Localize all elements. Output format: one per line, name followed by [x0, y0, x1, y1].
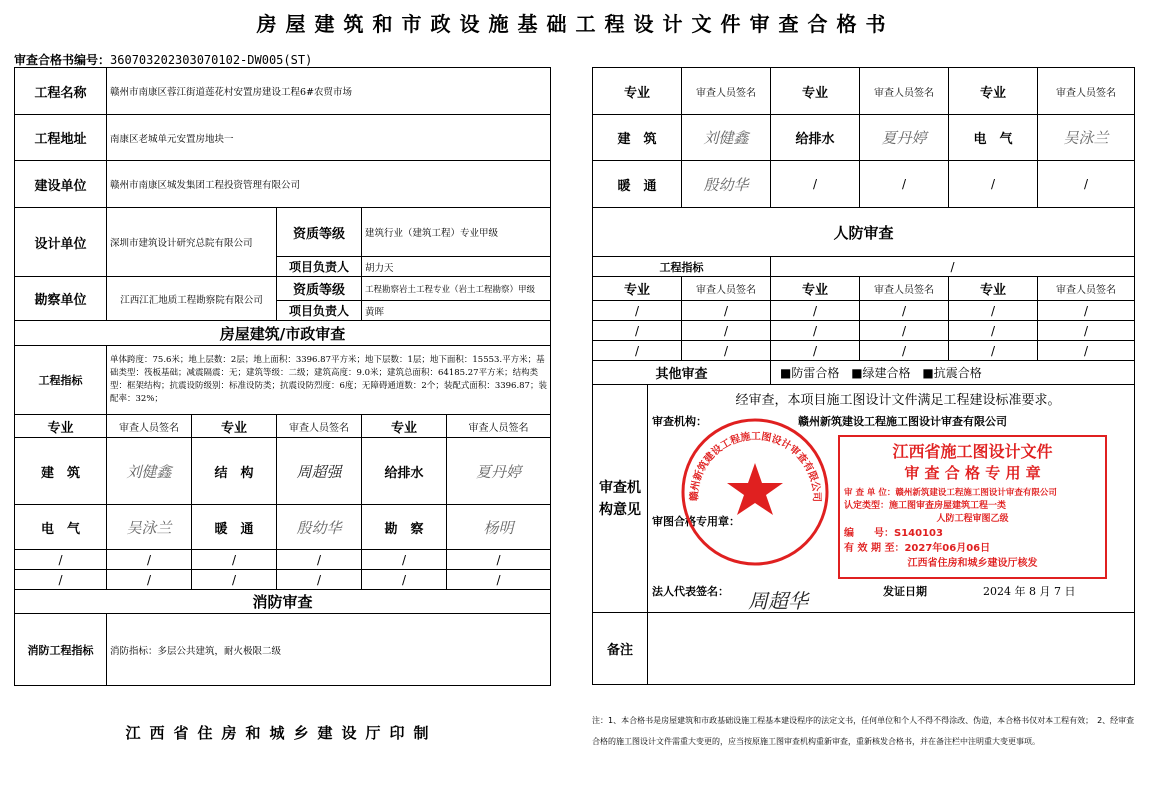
fire-index-label: 消防工程指标 [15, 614, 107, 686]
stamp-line-8: 江西省住房和城乡建设厅核发 [907, 558, 1038, 569]
empty-cell: / [1038, 161, 1135, 208]
opinion-cell [648, 385, 1135, 613]
signature-structure: 周超强 [277, 438, 362, 505]
empty-cell: / [771, 341, 860, 361]
design-leader-value: 胡力天 [362, 257, 551, 277]
empty-cell: / [860, 321, 949, 341]
col-major-2: 专业 [192, 415, 277, 438]
empty-cell: / [860, 301, 949, 321]
empty-cell: / [192, 570, 277, 590]
footer-printer: 江西省住房和城乡建设厅印制 [125, 724, 438, 742]
empty-cell: / [362, 570, 447, 590]
r-signature-architecture: 刘健鑫 [682, 115, 771, 161]
r-col-sign-2: 审查人员签名 [860, 68, 949, 115]
right-table [592, 67, 1135, 685]
empty-cell: / [447, 570, 551, 590]
empty-cell: / [593, 321, 682, 341]
builder-value: 赣州市南康区城发集团工程投资管理有限公司 [107, 161, 551, 208]
opinion-text: 经审查，本项目施工图设计文件满足工程建设标准要求。 [735, 393, 1061, 408]
index-text: 单体跨度：75.6米；地上层数：2层；地上面积：3396.87平方米；地下层数：1层；地下面积：15553.平方米；基础类型：筏板基础；减震隔震：无；建筑等级：二级；建筑高度：9.0米；建筑总面积：64185.27平方米；结构类型：框架结构；抗震设防级别：标准设防类；抗震设防烈度：6度；无障碍通道数：2个；装配式面积：3396.87；装配率：32%； [107, 346, 551, 415]
check-lightning: ■防雷合格 [780, 366, 840, 380]
stamp-line-2: 审 查 合 格 专 用 章 [904, 464, 1041, 482]
project-address-value: 南康区老城单元安置房地块一 [107, 115, 551, 161]
r-major-plumbing: 给排水 [771, 115, 860, 161]
certificate-number-value: 360703202303070102-DW005(ST) [110, 53, 313, 67]
project-name-label: 工程名称 [15, 68, 107, 115]
r-signature-plumbing: 夏丹婷 [860, 115, 949, 161]
section-civil-defense: 人防审查 [593, 208, 1135, 257]
major-hvac: 暖 通 [192, 505, 277, 550]
r-col-major-2: 专业 [771, 68, 860, 115]
col-major-1: 专业 [15, 415, 107, 438]
design-leader-label: 项目负责人 [277, 257, 362, 277]
legal-rep-label: 法人代表签名： [652, 585, 729, 598]
empty-cell: / [949, 341, 1038, 361]
issue-date-label: 发证日期 [883, 585, 927, 598]
empty-cell: / [682, 301, 771, 321]
signature-electrical: 吴泳兰 [107, 505, 192, 550]
empty-cell: / [949, 321, 1038, 341]
c-col-major-2: 专业 [771, 277, 860, 301]
design-qual-value: 建筑行业（建筑工程）专业甲级 [362, 208, 551, 257]
col-sign-3: 审查人员签名 [447, 415, 551, 438]
empty-cell: / [15, 550, 107, 570]
document-title: 房屋建筑和市政设施基础工程设计文件审查合格书 [256, 12, 895, 36]
survey-qual-value: 工程勘察岩土工程专业（岩土工程勘察）甲级 [362, 277, 551, 301]
builder-label: 建设单位 [15, 161, 107, 208]
design-qual-label: 资质等级 [277, 208, 362, 257]
r-col-sign-1: 审查人员签名 [682, 68, 771, 115]
empty-cell: / [277, 550, 362, 570]
empty-cell: / [192, 550, 277, 570]
seal-label: 审图合格专用章： [652, 515, 740, 528]
stamp-line-7: 有 效 期 至：2027年06月06日 [844, 543, 991, 554]
org-name: 赣州新筑建设工程施工图设计审查有限公司 [798, 415, 1007, 428]
check-green-building: ■绿建合格 [851, 366, 911, 380]
empty-cell: / [860, 161, 949, 208]
r-col-major-1: 专业 [593, 68, 682, 115]
r-col-sign-3: 审查人员签名 [1038, 68, 1135, 115]
col-major-3: 专业 [362, 415, 447, 438]
empty-cell: / [860, 341, 949, 361]
section-fire-review: 消防审查 [15, 590, 551, 614]
signature-architecture: 刘健鑫 [107, 438, 192, 505]
r-major-electrical: 电 气 [949, 115, 1038, 161]
certificate-number [14, 51, 312, 68]
stamp-line-1: 江西省施工图设计文件 [892, 442, 1053, 461]
round-seal-text: 赣州新筑建设工程施工图设计审查有限公司 [689, 431, 822, 502]
stamp-line-6: 编 号：S140103 [844, 528, 943, 539]
empty-cell: / [277, 570, 362, 590]
remark-value [648, 613, 1135, 685]
c-col-major-3: 专业 [949, 277, 1038, 301]
signature-survey: 杨明 [447, 505, 551, 550]
empty-cell: / [682, 341, 771, 361]
empty-cell: / [771, 301, 860, 321]
other-review-items [771, 361, 1135, 385]
c-col-sign-2: 审查人员签名 [860, 277, 949, 301]
empty-cell: / [1038, 301, 1135, 321]
rect-seal-stamp [838, 435, 1107, 579]
section-building-review: 房屋建筑/市政审查 [15, 321, 551, 346]
empty-cell: / [593, 341, 682, 361]
stamp-line-5: 人防工程审图乙级 [936, 514, 1009, 524]
empty-cell: / [15, 570, 107, 590]
stamp-line-4: 认定类型：施工图审查房屋建筑工程一类 [844, 501, 1007, 511]
signature-plumbing: 夏丹婷 [447, 438, 551, 505]
fire-index-text: 消防指标：多层公共建筑，耐火极限二级 [107, 614, 551, 686]
c-col-sign-3: 审查人员签名 [1038, 277, 1135, 301]
other-review-label: 其他审查 [593, 361, 771, 385]
empty-cell: / [1038, 321, 1135, 341]
major-survey: 勘 察 [362, 505, 447, 550]
civil-index-value: / [771, 257, 1135, 277]
empty-cell: / [593, 301, 682, 321]
col-sign-2: 审查人员签名 [277, 415, 362, 438]
empty-cell: / [107, 550, 192, 570]
stamp-line-3: 审 查 单 位：赣州新筑建设工程施工图设计审查有限公司 [844, 488, 1057, 498]
index-label: 工程指标 [15, 346, 107, 415]
r-major-architecture: 建 筑 [593, 115, 682, 161]
certificate-number-label: 审查合格书编号： [14, 53, 111, 67]
project-name-value: 赣州市南康区蓉江街道莲花村安置房建设工程6#农贸市场 [107, 68, 551, 115]
r-signature-hvac: 殷幼华 [682, 161, 771, 208]
check-seismic: ■抗震合格 [922, 366, 982, 380]
major-electrical: 电 气 [15, 505, 107, 550]
empty-cell: / [771, 321, 860, 341]
project-address-label: 工程地址 [15, 115, 107, 161]
c-col-major-1: 专业 [593, 277, 682, 301]
empty-cell: / [949, 161, 1038, 208]
empty-cell: / [771, 161, 860, 208]
org-label: 审查机构： [652, 415, 707, 428]
survey-unit-label: 勘察单位 [15, 277, 107, 321]
r-signature-electrical: 吴泳兰 [1038, 115, 1135, 161]
r-major-hvac: 暖 通 [593, 161, 682, 208]
major-architecture: 建 筑 [15, 438, 107, 505]
empty-cell: / [107, 570, 192, 590]
major-plumbing: 给排水 [362, 438, 447, 505]
signature-hvac: 殷幼华 [277, 505, 362, 550]
survey-unit-value: 江西江汇地质工程勘察院有限公司 [107, 277, 277, 321]
major-structure: 结 构 [192, 438, 277, 505]
survey-qual-label: 资质等级 [277, 277, 362, 301]
col-sign-1: 审查人员签名 [107, 415, 192, 438]
left-table [14, 67, 551, 686]
round-seal-stamp [678, 415, 833, 570]
r-col-major-3: 专业 [949, 68, 1038, 115]
survey-leader-label: 项目负责人 [277, 301, 362, 321]
legal-rep-signature: 周超华 [748, 589, 808, 613]
opinion-label: 审查机构意见 [593, 385, 648, 613]
empty-cell: / [949, 301, 1038, 321]
remark-label: 备注 [593, 613, 648, 685]
footer-notes: 注：1、本合格书是房屋建筑和市政基础设施工程基本建设程序的法定文书，任何单位和个人不得不得涂改、伪造，本合格书仅对本工程有效； 2、经审查合格的施工图设计文件需重大变更的，应当按原施工图审查机构重新审查，重新核发合格书，并在备注栏中注明重大变更事项。 [592, 716, 1135, 746]
survey-leader-value: 黄晖 [362, 301, 551, 321]
c-col-sign-1: 审查人员签名 [682, 277, 771, 301]
empty-cell: / [682, 321, 771, 341]
empty-cell: / [447, 550, 551, 570]
design-unit-label: 设计单位 [15, 208, 107, 277]
empty-cell: / [362, 550, 447, 570]
design-unit-value: 深圳市建筑设计研究总院有限公司 [107, 208, 277, 277]
issue-date-value: 2024 年 8 月 7 日 [983, 585, 1076, 598]
empty-cell: / [1038, 341, 1135, 361]
civil-index-label: 工程指标 [593, 257, 771, 277]
